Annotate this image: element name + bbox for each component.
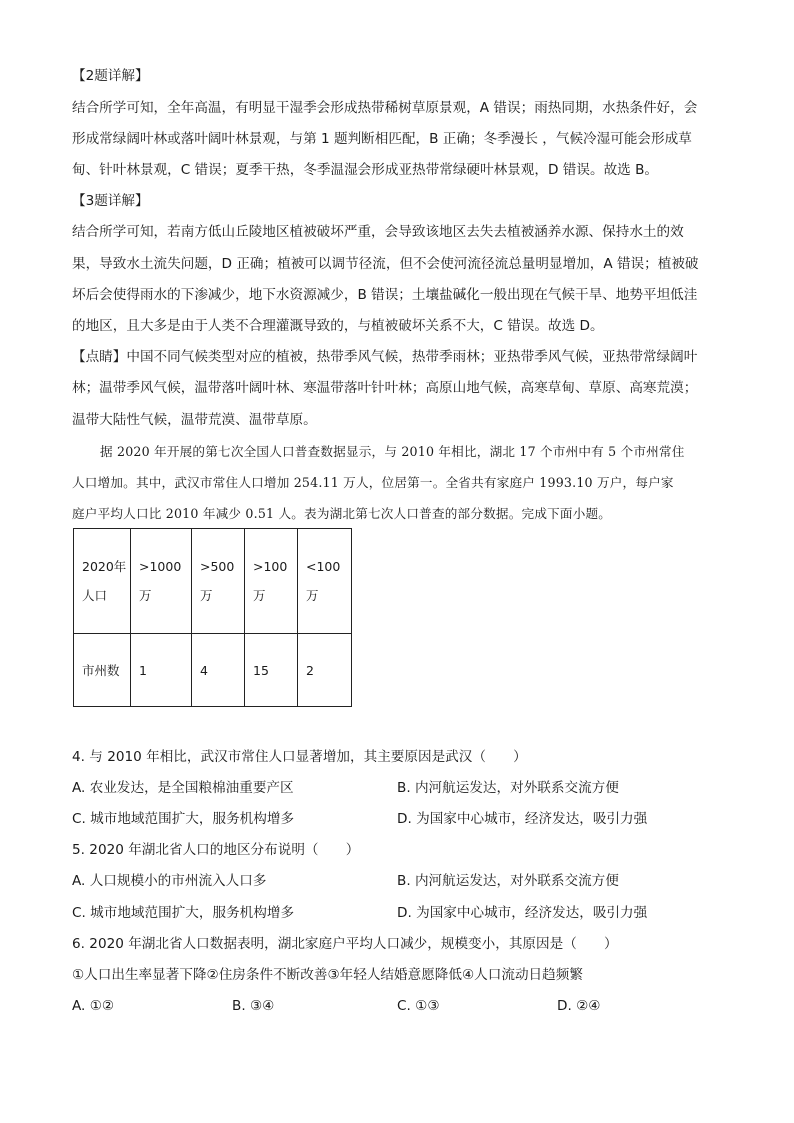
question-4-option-a[interactable]: A. 农业发达，是全国粮棉油重要产区: [72, 780, 294, 796]
question-4-stem: 4. 与 2010 年相比，武汉市常住人口显著增加，其主要原因是武汉（ ）: [72, 749, 527, 765]
table-cell: 2020年人口: [74, 529, 131, 634]
q3-heading: 【3题详解】: [72, 193, 149, 209]
tip-line-3: 温带大陆性气候，温带荒漠、温带草原。: [72, 412, 317, 428]
passage-line-1: 据 2020 年开展的第七次全国人口普查数据显示，与 2010 年相比，湖北 17 个市州中有 5 个市州常住: [100, 444, 685, 459]
passage-line-2: 人口增加。其中，武汉市常住人口增加 254.11 万人，位居第一。全省共有家庭户 1993.10 万户，每户家: [72, 475, 674, 490]
table-cell: >500万: [192, 529, 245, 634]
question-6-option-c[interactable]: C. ①③: [397, 998, 440, 1014]
question-6-option-d[interactable]: D. ②④: [557, 998, 601, 1014]
q2-line-2: 形成常绿阔叶林或落叶阔叶林景观，与第 1 题判断相匹配，B 正确；冬季漫长 ，气候冷湿可能会形成草: [72, 131, 692, 147]
q3-line-4: 的地区，且大多是由于人类不合理灌溉导致的，与植被破坏关系不大，C 错误。故选 D。: [72, 318, 604, 334]
q3-line-1: 结合所学可知，若南方低山丘陵地区植被破坏严重，会导致该地区去失去植被涵养水源、保持水土的效: [72, 224, 684, 240]
question-6-option-b[interactable]: B. ③④: [232, 998, 275, 1014]
question-6-stem: 6. 2020 年湖北省人口数据表明，湖北家庭户平均人口减少，规模变小，其原因是（ ）: [72, 936, 618, 952]
question-4-option-c[interactable]: C. 城市地域范围扩大，服务机构增多: [72, 811, 295, 827]
question-6-statements: ①人口出生率显著下降②住房条件不断改善③年轻人结婚意愿降低④人口流动日趋频繁: [72, 967, 583, 983]
table-cell: 1: [131, 634, 192, 707]
question-6-option-a[interactable]: A. ①②: [72, 998, 115, 1014]
table-cell: >100万: [245, 529, 298, 634]
q2-line-1: 结合所学可知，全年高温，有明显干湿季会形成热带稀树草原景观，A 错误；雨热同期，水热条件好，会: [72, 100, 698, 116]
q2-heading: 【2题详解】: [72, 68, 149, 84]
question-5-option-c[interactable]: C. 城市地域范围扩大，服务机构增多: [72, 905, 295, 921]
population-table: [73, 528, 352, 707]
question-4-option-b[interactable]: B. 内河航运发达，对外联系交流方便: [397, 780, 619, 796]
tip-line-1: 【点睛】中国不同气候类型对应的植被，热带季风气候，热带季雨林；亚热带季风气候，亚热带常绿阔叶: [72, 349, 698, 365]
question-5-option-a[interactable]: A. 人口规模小的市州流入人口多: [72, 873, 267, 889]
q3-line-3: 坏后会使得雨水的下渗减少，地下水资源减少，B 错误；土壤盐碱化一般出现在气候干旱、地势平坦低洼: [72, 287, 698, 303]
tip-line-2: 林；温带季风气候，温带落叶阔叶林、寒温带落叶针叶林；高原山地气候，高寒草甸、草原、高寒荒漠；: [72, 380, 698, 396]
q3-line-2: 果，导致水土流失问题，D 正确；植被可以调节径流，但不会使河流径流总量明显增加，A 错误；植被破: [72, 256, 699, 272]
table-cell: >1000万: [131, 529, 192, 634]
table-cell: <100万: [298, 529, 352, 634]
passage-line-3: 庭户平均人口比 2010 年减少 0.51 人。表为湖北第七次人口普查的部分数据。完成下面小题。: [72, 506, 612, 521]
table-cell: 4: [192, 634, 245, 707]
table-header-row: [74, 529, 352, 634]
question-5-option-b[interactable]: B. 内河航运发达，对外联系交流方便: [397, 873, 619, 889]
question-4-option-d[interactable]: D. 为国家中心城市，经济发达，吸引力强: [397, 811, 648, 827]
question-5-option-d[interactable]: D. 为国家中心城市，经济发达，吸引力强: [397, 905, 648, 921]
table-row: [74, 634, 352, 707]
table-cell: 2: [298, 634, 352, 707]
table-cell: 15: [245, 634, 298, 707]
q2-line-3: 甸、针叶林景观，C 错误；夏季干热，冬季温湿会形成亚热带常绿硬叶林景观，D 错误。故选 B。: [72, 162, 658, 178]
table-cell: 市州数: [74, 634, 131, 707]
question-5-stem: 5. 2020 年湖北省人口的地区分布说明（ ）: [72, 842, 360, 858]
